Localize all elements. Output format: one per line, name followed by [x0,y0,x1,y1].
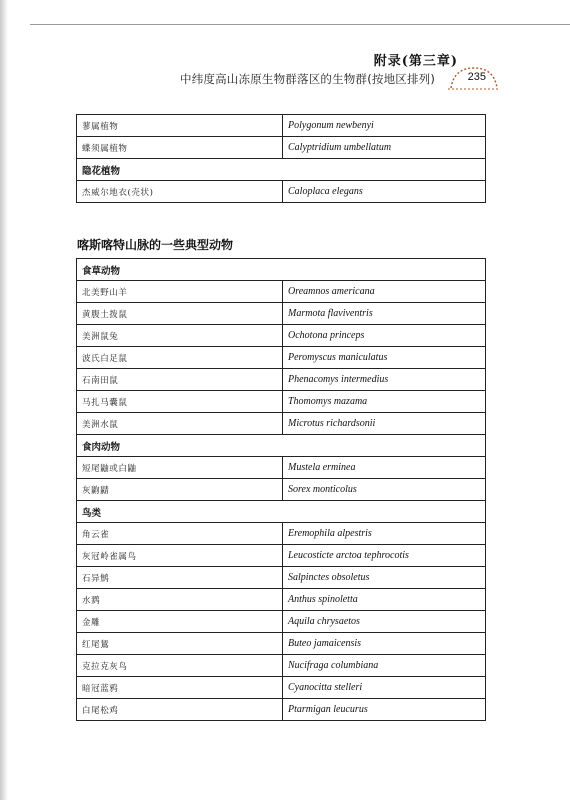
common-name: 马扎马囊鼠 [77,391,283,413]
section-label-carnivores: 食肉动物 [77,435,486,457]
header-rule [30,24,570,25]
chapter-title: 附录(第三章) [373,54,458,69]
table-row [77,655,486,677]
plants-table [76,114,486,203]
common-name: 北美野山羊 [77,281,283,303]
section-row [77,435,486,457]
table-row [77,457,486,479]
common-name: 克拉克灰鸟 [77,655,283,677]
table-row [77,699,486,721]
section-row [77,259,486,281]
scientific-name: Nucifraga columbiana [283,655,486,677]
common-name: 水鹨 [77,589,283,611]
section-label-herbivores: 食草动物 [77,259,486,281]
common-name: 灰鼩鼱 [77,479,283,501]
scientific-name: Microtus richardsonii [283,413,486,435]
table-row [77,611,486,633]
common-name: 暗冠蓝鸦 [77,677,283,699]
common-name: 白尾松鸡 [77,699,283,721]
common-name: 美洲鼠兔 [77,325,283,347]
scientific-name: Oreamnos americana [283,281,486,303]
common-name: 红尾鵟 [77,633,283,655]
scientific-name: Caloplaca elegans [283,181,486,203]
scientific-name: Eremophila alpestris [283,523,486,545]
section-row [77,501,486,523]
table-row [77,137,486,159]
animals-table-heading: 喀斯喀特山脉的一些典型动物 [77,238,234,252]
scientific-name: Anthus spinoletta [283,589,486,611]
common-name: 石异鹪 [77,567,283,589]
common-name: 石南田鼠 [77,369,283,391]
section-label-cryptogams: 隐花植物 [77,159,486,181]
scientific-name: Cyanocitta stelleri [283,677,486,699]
animals-table [76,258,486,721]
table-row [77,567,486,589]
scientific-name: Sorex monticolus [283,479,486,501]
common-name: 灰冠岭雀属鸟 [77,545,283,567]
common-name: 黄腹土拨鼠 [77,303,283,325]
table-row [77,523,486,545]
table-row [77,479,486,501]
scientific-name: Phenacomys intermedius [283,369,486,391]
table-row [77,369,486,391]
table-row [77,303,486,325]
table-row [77,677,486,699]
page-number: 235 [467,71,486,83]
page-spine-shadow [0,0,8,800]
common-name: 金雕 [77,611,283,633]
scientific-name: Polygonum newbenyi [283,115,486,137]
scientific-name: Ptarmigan leucurus [283,699,486,721]
table-row [77,413,486,435]
scientific-name: Buteo jamaicensis [283,633,486,655]
scientific-name: Thomomys mazama [283,391,486,413]
table-row [77,391,486,413]
common-name: 美洲水鼠 [77,413,283,435]
scientific-name: Peromyscus maniculatus [283,347,486,369]
scientific-name: Mustela erminea [283,457,486,479]
section-label-birds: 鸟类 [77,501,486,523]
scientific-name: Aquila chrysaetos [283,611,486,633]
table-row [77,589,486,611]
scientific-name: Calyptridium umbellatum [283,137,486,159]
scientific-name: Marmota flaviventris [283,303,486,325]
table-row [77,181,486,203]
common-name: 短尾鼬或白鼬 [77,457,283,479]
common-name: 蓼属植物 [77,115,283,137]
scientific-name: Ochotona princeps [283,325,486,347]
table-row [77,115,486,137]
table-row [77,347,486,369]
scientific-name: Salpinctes obsoletus [283,567,486,589]
common-name: 波氏白足鼠 [77,347,283,369]
table-row [77,633,486,655]
running-title: 中纬度高山冻原生物群落区的生物群(按地区排列) [180,72,436,86]
table-row [77,325,486,347]
common-name: 杰威尔地衣(壳状) [77,181,283,203]
table-row [77,545,486,567]
common-name: 角云雀 [77,523,283,545]
section-row [77,159,486,181]
common-name: 蝶须属植物 [77,137,283,159]
table-row [77,281,486,303]
scientific-name: Leucosticte arctoa tephrocotis [283,545,486,567]
